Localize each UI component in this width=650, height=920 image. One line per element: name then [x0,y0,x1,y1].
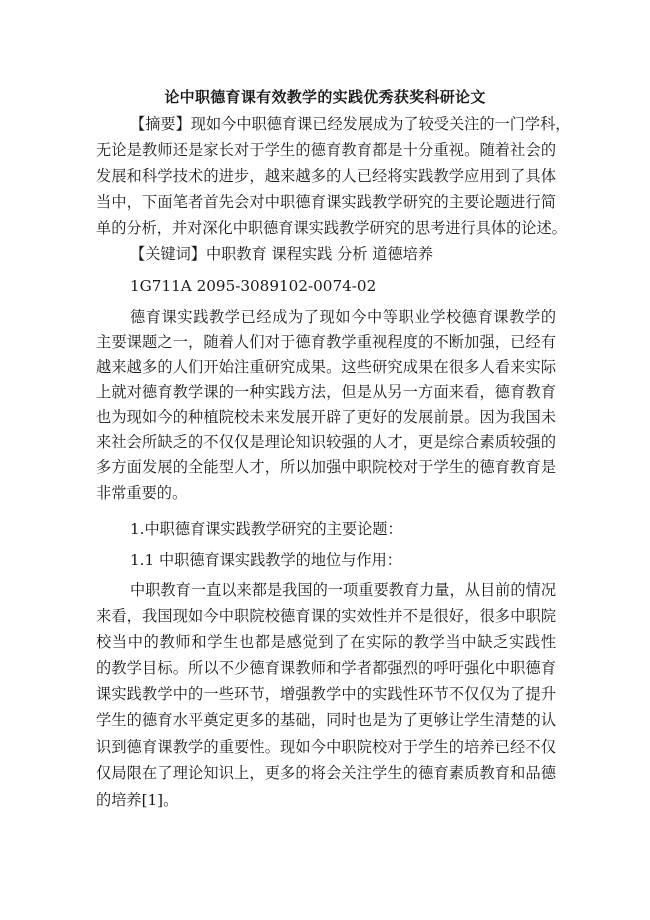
body-line: 来看，我国现如今中职院校德育课的实效性并不是很好，很多中职院 [96,607,556,625]
abstract-line: 单的分析，并对深化中职德育课实践教学研究的思考进行具体的论述。 [96,219,567,237]
body-line: 中职教育一直以来都是我国的一项重要教育力量，从目前的情况 [130,581,556,599]
abstract-line: 【摘要】现如今中职德育课已经发展成为了较受关注的一门学科， [130,115,571,133]
abstract-line: 无论是教师还是家长对于学生的德育教育都是十分重视。随着社会的 [96,141,556,159]
body-line: 的教学目标。所以不少德育课教师和学者都强烈的呼吁强化中职德育 [96,659,556,677]
body-line: 课实践教学中的一些环节，增强教学中的实践性环节不仅仅为了提升 [96,685,556,703]
body-line: 主要课题之一，随着人们对于德育教学重视程度的不断加强，已经有 [96,333,556,351]
body-line: 仅局限在了理论知识上，更多的将会关注学生的德育素质教育和品德 [96,764,556,782]
body-line: 越来越多的人们开始注重研究成果。这些研究成果在很多人看来实际 [96,358,556,376]
abstract-line: 当中，下面笔者首先会对中职德育课实践教学研究的主要论题进行简 [96,193,556,211]
body-line: 的培养[1]。 [96,791,179,809]
body-line: 学生的德育水平奠定更多的基础，同时也是为了更够让学生清楚的认 [96,711,556,729]
body-line: 上就对德育教学课的一种实践方法，但是从另一方面来看，德育教育 [96,383,556,401]
subsection-heading: 1.1 中职德育课实践教学的地位与作用： [130,551,402,569]
classification-number: 1G711A 2095-3089102-0074-02 [130,277,377,295]
body-line: 识到德育课教学的重要性。现如今中职院校对于学生的培养已经不仅 [96,738,556,756]
body-line: 校当中的教师和学生也都是感觉到了在实际的教学当中缺乏实践性 [96,633,556,651]
keywords: 【关键词】中职教育 课程实践 分析 道德培养 [130,245,434,263]
body-line: 非常重要的。 [96,484,188,502]
section-heading: 1.中职德育课实践教学研究的主要论题： [130,520,403,538]
paper-title: 论中职德育课有效教学的实践优秀获奖科研论文 [164,88,486,106]
body-line: 也为现如今的种植院校未来发展开辟了更好的发展前景。因为我国未 [96,408,556,426]
body-line: 多方面发展的全能型人才，所以加强中职院校对于学生的德育教育是 [96,458,556,476]
body-line: 德育课实践教学已经成为了现如今中等职业学校德育课教学的 [130,308,556,326]
abstract-line: 发展和科学技术的进步，越来越多的人已经将实践教学应用到了具体 [96,167,556,185]
body-line: 来社会所缺乏的不仅仅是理论知识较强的人才，更是综合素质较强的 [96,433,556,451]
